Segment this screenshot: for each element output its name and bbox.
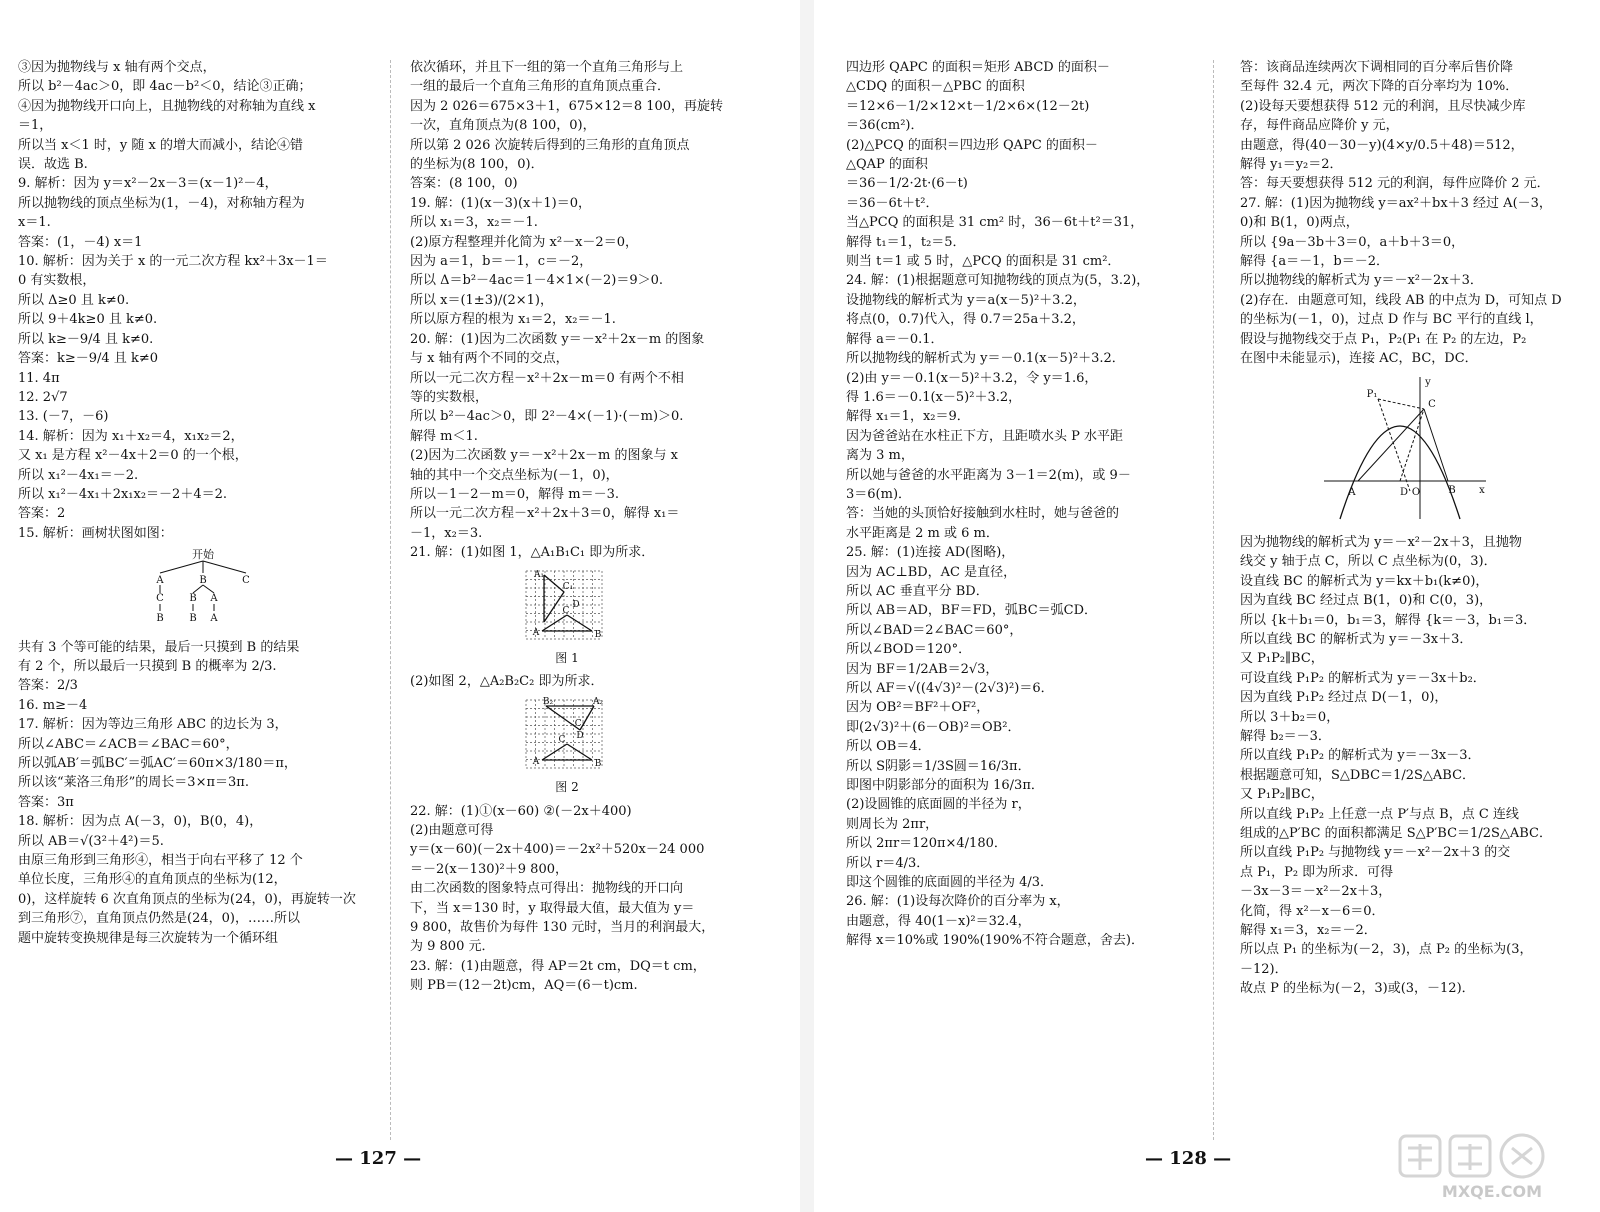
text-line: ③因为抛物线与 x 轴有两个交点，: [18, 60, 216, 75]
text-line: ④因为抛物线开口向上，且抛物线的对称轴为直线 x: [18, 98, 316, 114]
text-line: 所以 AB＝√(3²＋4²)＝5.: [18, 833, 164, 849]
text-line: 当△PCQ 的面积是 31 cm² 时，36－6t＋t²＝31，: [846, 215, 1144, 231]
text-line: 所以一元二次方程－x²＋2x＋3＝0，解得 x₁＝: [410, 506, 680, 522]
page-gutter: [800, 0, 814, 1212]
text-line: 答案：3π: [18, 794, 74, 810]
text-line: 所以 3＋b₂＝0，: [1240, 709, 1340, 725]
text-line: 线交 y 轴于点 C，所以 C 点坐标为(0，3)．: [1240, 554, 1497, 570]
text-line: 将点(0，0.7)代入，得 0.7＝25a＋3.2，: [846, 312, 1085, 328]
text-line: 的坐标为(－1，0)，过点 D 作与 BC 平行的直线 l，: [1240, 312, 1543, 328]
tree-node: A: [210, 613, 218, 625]
text-line: 15. 解析：画树状图如图：: [18, 525, 173, 541]
text-line: (2)△PCQ 的面积＝四边形 QAPC 的面积－: [846, 137, 1098, 153]
text-line: 下，当 x＝130 时，y 取得最大值，最大值为 y＝: [410, 900, 695, 916]
text-line: 的坐标为(8 100，0)．: [410, 157, 544, 173]
text-line: (2)原方程整理并化简为 x²－x－2＝0，: [410, 234, 638, 250]
text-line: 因为 BF＝1/2AB＝2√3，: [846, 661, 999, 677]
answer-column-4: [1240, 58, 1580, 999]
text-line: (2)如图 2，△A₂B₂C₂ 即为所求．: [410, 674, 604, 690]
text-line: 四边形 QAPC 的面积＝矩形 ABCD 的面积－: [846, 60, 1110, 75]
text-line: 所以 Δ＝b²－4ac＝1－4×1×(－2)＝9＞0.: [410, 273, 664, 289]
text-line: 至每件 32.4 元，两次下降的百分率均为 10%．: [1240, 79, 1519, 95]
text-line: 由题意，得 40(1－x)²＝32.4，: [846, 913, 1031, 929]
text-line: 为 9 800 元．: [410, 939, 495, 955]
text-line: 有 2 个，所以最后一只摸到 B 的概率为 2/3.: [18, 658, 277, 674]
text-line: 所以 x₁²－4x₁＋2x₁x₂＝－2＋4＝2.: [18, 486, 228, 502]
column-divider: [1213, 60, 1214, 1140]
text-line: 所以 AB＝AD，BF＝FD，弧BC＝弧CD．: [846, 603, 1098, 619]
text-line: 组成的△P′BC 的面积都满足 S△P′BC＝1/2S△ABC．: [1240, 826, 1553, 841]
grid1-caption: 图 1: [555, 650, 579, 665]
text-line: 所以 b²－4ac＞0，即 4ac－b²＜0，结论③正确；: [18, 79, 312, 95]
text-line: 解得 a＝－0.1．: [846, 331, 944, 347]
text-line: 一组的最后一个直角三角形的直角顶点重合．: [410, 79, 671, 95]
text-line: 解得 x₁＝3，x₂＝－2．: [1240, 923, 1377, 939]
text-line: 因为 OB²＝BF²＋OF²，: [846, 700, 990, 716]
text-line: 因为 a＝1，b＝－1，c＝－2，: [410, 254, 593, 270]
figure-line: [567, 615, 592, 631]
text-line: 答案：2: [18, 506, 66, 522]
text-line: 所以 {k＋b₁＝0，b₁＝3，解得 {k＝－3，b₁＝3．: [1240, 612, 1537, 628]
text-line: 由题意，得(40－30－y)(4×y/0.5＋48)＝512，: [1240, 137, 1524, 153]
text-line: 所以抛物线的顶点坐标为(1，－4)，对称轴方程为: [18, 195, 305, 211]
text-line: 9 800，故售价为每件 130 元时，当月的利润最大，: [410, 920, 715, 936]
text-line: 答案：2/3: [18, 678, 78, 694]
text-line: 假设与抛物线交于点 P₁，P₂(P₁ 在 P₂ 的左边，P₂: [1240, 331, 1527, 347]
text-line: 因为直线 BC 经过点 B(1，0)和 C(0，3)，: [1240, 593, 1493, 609]
text-line: 23. 解：(1)由题意，得 AP＝2t cm，DQ＝t cm，: [410, 958, 706, 974]
grid-label: C₁: [562, 581, 574, 592]
grid-label: C: [562, 605, 570, 616]
text-line: (2)由 y＝－0.1(x－5)²＋3.2，令 y＝1.6，: [846, 370, 1098, 386]
grid-label: A: [532, 627, 540, 638]
text-line: 所以∠BOD＝120°．: [846, 642, 972, 658]
grid2-figure: [410, 696, 612, 798]
tree-node: B: [189, 613, 197, 625]
text-line: 解得 m＜1.: [410, 428, 478, 444]
grid-label: B: [594, 758, 602, 769]
grid2-caption: 图 2: [555, 780, 579, 795]
text-line: 答：该商品连续两次下调相同的百分率后售价降: [1240, 60, 1514, 75]
parabola-figure: [1240, 373, 1580, 529]
answer-column-2: [410, 58, 778, 996]
text-line: 又 P₁P₂∥BC，: [1240, 651, 1324, 667]
text-line: －12)．: [1240, 961, 1288, 977]
parabola-label: C: [1428, 398, 1436, 410]
text-line: ＝12×6－1/2×12×t－1/2×6×(12－2t): [846, 98, 1090, 114]
text-line: ＝36(cm²)．: [846, 118, 924, 134]
tree-node: B: [189, 593, 197, 605]
watermark-text: MXQE.COM: [1441, 1182, 1543, 1201]
text-line: －1，x₂＝3.: [410, 525, 483, 541]
text-line: (2)存在．由题意可知，线段 AB 的中点为 D，可知点 D: [1240, 292, 1562, 308]
text-line: 所以直线 P₁P₂ 上任意一点 P′与点 B，点 C 连线: [1240, 806, 1519, 822]
text-line: 21. 解：(1)如图 1，△A₁B₁C₁ 即为所求．: [410, 545, 655, 561]
text-line: 17. 解析：因为等边三角形 ABC 的边长为 3，: [18, 717, 288, 733]
text-line: 所以 x₁²－4x₁＝－2.: [18, 467, 139, 483]
tree-node: A: [156, 575, 164, 587]
figure-line: [1378, 399, 1424, 409]
text-line: 0 有实数根，: [18, 273, 96, 289]
text-line: 化简，得 x²－x－6＝0．: [1240, 903, 1385, 919]
text-line: 答案：(8 100，0): [410, 176, 518, 192]
answer-column-1: [18, 58, 370, 948]
text-line: 则当 t＝1 或 5 时，△PCQ 的面积是 31 cm²．: [846, 254, 1121, 270]
text-line: 所以直线 P₁P₂ 的解析式为 y＝－3x－3．: [1240, 748, 1481, 764]
text-line: 水平距离是 2 m 或 6 m．: [846, 525, 999, 541]
text-line: 答：每天要想获得 512 元的利润，每件应降价 2 元．: [1240, 176, 1550, 192]
text-line: 所以直线 P₁P₂ 与抛物线 y＝－x²－2x＋3 的交: [1240, 845, 1511, 861]
text-line: 所以∠ABC＝∠ACB＝∠BAC＝60°，: [18, 736, 239, 752]
text-line: 3＝6(m)．: [846, 486, 912, 502]
text-line: 所以 Δ≥0 且 k≠0.: [18, 292, 130, 308]
text-line: 所以一元二次方程－x²＋2x－m＝0 有两个不相: [410, 370, 684, 386]
text-line: (2)因为二次函数 y＝－x²＋2x－m 的图象与 x: [410, 448, 678, 464]
text-line: 解得 {a＝－1，b＝－2．: [1240, 254, 1390, 270]
tree-node: B: [199, 575, 207, 587]
text-line: 13. (－7，－6): [18, 409, 109, 425]
text-line: 一次，直角顶点为(8 100，0)，: [410, 118, 596, 134]
text-line: ＝－2(x－130)²＋9 800，: [410, 861, 568, 877]
watermark-graphic: [1392, 1130, 1592, 1186]
text-line: 因为爸爸站在水柱正下方，且距喷水头 P 水平距: [846, 428, 1124, 444]
text-line: △CDQ 的面积－△PBC 的面积: [846, 79, 1025, 95]
parabola-label: x: [1479, 484, 1485, 496]
parabola-label: A: [1348, 486, 1356, 498]
text-line: 所以 r＝4/3．: [846, 855, 930, 871]
text-line: 18. 解析：因为点 A(－3，0)，B(0，4)，: [18, 814, 263, 830]
text-line: 根据题意可知，S△DBC＝1/2S△ABC．: [1240, 767, 1476, 783]
text-line: 可设直线 P₁P₂ 的解析式为 y＝－3x＋b₂．: [1240, 670, 1486, 686]
text-line: 所以 AC 垂直平分 BD．: [846, 583, 989, 599]
parabola-label: B: [1448, 484, 1456, 496]
text-line: ＝1，: [18, 118, 53, 134]
text-line: 单位长度，三角形④的直角顶点的坐标为(12，: [18, 872, 287, 888]
text-line: 所以 2πr＝120π×4/180．: [846, 836, 1007, 852]
text-line: 所以抛物线的解析式为 y＝－0.1(x－5)²＋3.2．: [846, 351, 1125, 367]
tree-node: B: [156, 613, 164, 625]
text-line: 故点 P 的坐标为(－2，3)或(3，－12)．: [1240, 981, 1475, 997]
figure-line: [203, 585, 214, 593]
figure-line: [544, 575, 564, 592]
text-line: 所以她与爸爸的水平距离为 3－1＝2(m)，或 9－: [846, 467, 1131, 483]
text-line: 24. 解：(1)根据题意可知抛物线的顶点为(5，3.2)，: [846, 273, 1150, 289]
tree-node: C: [156, 593, 164, 605]
grid-label: A: [532, 756, 540, 767]
text-line: 误．故选 B.: [18, 157, 88, 173]
text-line: 所以 AF＝√((4√3)²－(2√3)²)＝6．: [846, 681, 1054, 696]
text-line: 由二次函数的图象特点可得出：抛物线的开口向: [410, 881, 684, 897]
parabola-label: O: [1411, 486, 1421, 498]
page-number-right: — 128 —: [1145, 1148, 1232, 1169]
text-line: 解得 t₁＝1，t₂＝5．: [846, 234, 966, 250]
text-line: 在图中未能显示)，连接 AC，BC，DC．: [1240, 351, 1478, 367]
text-line: 所以－1－2－m＝0，解得 m＝－3.: [410, 486, 620, 502]
text-line: 9. 解析：因为 y＝x²－2x－3＝(x－1)²－4，: [18, 176, 278, 192]
grid-label: A₂: [592, 696, 604, 707]
grid-label: B₂: [542, 696, 554, 707]
text-line: x＝1.: [18, 215, 51, 231]
grid-label: D: [572, 599, 580, 610]
text-line: 即这个圆锥的底面圆的半径为 4/3．: [846, 875, 1054, 891]
text-line: 所以 {9a－3b＋3＝0，a＋b＋3＝0，: [1240, 234, 1465, 250]
text-line: 答案：k≥－9/4 且 k≠0: [18, 351, 158, 367]
text-line: y＝(x－60)(－2x＋400)＝－2x²＋520x－24 000: [410, 842, 705, 858]
text-line: 等的实数根，: [410, 389, 489, 405]
text-line: 又 x₁ 是方程 x²－4x＋2＝0 的一个根，: [18, 448, 248, 464]
text-line: 所以直线 BC 的解析式为 y＝－3x＋3．: [1240, 631, 1473, 647]
text-line: ＝36－6t＋t²．: [846, 195, 939, 211]
text-line: 因为 2 026＝675×3＋1，675×12＝8 100，再旋转: [410, 98, 724, 114]
tree-node: C: [242, 575, 250, 587]
text-line: 所以 b²－4ac＞0，即 2²－4×(－1)·(－m)＞0.: [410, 409, 684, 425]
text-line: 所以弧AB′＝弧BC′＝弧AC′＝60π×3/180＝π，: [18, 756, 297, 771]
parabola-label: y: [1425, 376, 1431, 388]
text-line: 即图中阴影部分的面积为 16/3π．: [846, 778, 1044, 794]
text-line: 则 PB＝(12－2t)cm，AQ＝(6－t)cm.: [410, 978, 638, 994]
text-line: 所以 k≥－9/4 且 k≠0.: [18, 331, 154, 347]
text-line: 解得 y₁＝y₂＝2．: [1240, 157, 1343, 173]
column-divider: [390, 60, 391, 1140]
text-line: 所以该“莱洛三角形”的周长＝3×π＝3π.: [18, 775, 249, 791]
text-line: 12. 2√7: [18, 389, 68, 405]
text-line: 到三角形⑦，直角顶点仍然是(24，0)，……所以: [18, 911, 300, 927]
tree-node: A: [210, 593, 218, 605]
text-line: 因为抛物线的解析式为 y＝－x²－2x＋3，且抛物: [1240, 534, 1522, 550]
text-line: 所以原方程的根为 x₁＝2，x₂＝－1.: [410, 312, 616, 328]
text-line: 0)和 B(1，0)两点，: [1240, 215, 1359, 231]
text-line: 又 P₁P₂∥BC，: [1240, 787, 1324, 803]
text-line: 得 1.6＝－0.1(x－5)²＋3.2，: [846, 389, 1022, 405]
text-line: 因为 AC⊥BD，AC 是直径，: [846, 564, 1017, 580]
text-line: 0)，这样旋转 6 次直角顶点的坐标为(24，0)，再旋转一次: [18, 891, 356, 907]
grid-label: C: [558, 734, 566, 745]
text-line: 答案：(1，－4) x＝1: [18, 234, 143, 250]
figure-line: [1378, 399, 1410, 491]
text-line: 共有 3 个等可能的结果，最后一只摸到 B 的结果: [18, 639, 300, 655]
text-line: 所以 S阴影＝1/3S圆＝16/3π．: [846, 758, 1031, 774]
text-line: 离为 3 m，: [846, 448, 914, 464]
figure-line: [203, 561, 246, 573]
text-line: 所以 OB＝4．: [846, 739, 931, 755]
text-line: 解得 b₂＝－3．: [1240, 728, 1331, 744]
text-line: 所以∠BAD＝2∠BAC＝60°，: [846, 622, 1023, 638]
grid-label: D: [576, 730, 584, 741]
text-line: 10. 解析：因为关于 x 的一元二次方程 kx²＋3x－1＝: [18, 254, 328, 270]
text-line: 26. 解：(1)设每次降价的百分率为 x，: [846, 894, 1070, 910]
text-line: 依次循环，并且下一组的第一个直角三角形与上: [410, 60, 684, 75]
text-line: (2)由题意可得: [410, 823, 494, 838]
figure-line: [193, 585, 203, 593]
grid1-figure: [410, 567, 612, 669]
text-line: 解得 x＝10%或 190%(190%不符合题意，舍去)．: [846, 933, 1144, 949]
answer-column-3: [846, 58, 1208, 951]
page-number-left: — 127 —: [335, 1148, 422, 1169]
text-line: 14. 解析：因为 x₁＋x₂＝4，x₁x₂＝2，: [18, 428, 244, 444]
text-line: 与 x 轴有两个不同的交点，: [410, 351, 569, 367]
text-line: 题中旋转变换规律是每三次旋转为一个循环组: [18, 930, 279, 946]
text-line: 即(2√3)²＋(6－OB)²＝OB²．: [846, 719, 1021, 735]
watermark-logo: [1392, 1130, 1592, 1200]
text-line: 22. 解：(1)①(x－60) ②(－2x＋400): [410, 803, 632, 819]
text-line: 所以抛物线的解析式为 y＝－x²－2x＋3．: [1240, 273, 1483, 289]
grid-label: C₂: [574, 718, 586, 729]
text-line: (2)设每天要想获得 512 元的利润，且尽快减少库: [1240, 98, 1526, 114]
tree-root: 开始: [192, 548, 214, 562]
text-line: 轴的其中一个交点坐标为(－1，0)，: [410, 467, 619, 483]
text-line: 解得 x₁＝1，x₂＝9．: [846, 409, 970, 425]
text-line: 设抛物线的解析式为 y＝a(x－5)²＋3.2，: [846, 292, 1086, 308]
text-line: 所以第 2 026 次旋转后得到的三角形的直角顶点: [410, 137, 690, 153]
text-line: 所以当 x＜1 时，y 随 x 的增大而减小，结论④错: [18, 137, 303, 153]
text-line: △QAP 的面积: [846, 157, 928, 173]
text-line: 所以 9＋4k≥0 且 k≠0.: [18, 312, 158, 328]
text-line: (2)设圆锥的底面圆的半径为 r，: [846, 797, 1031, 813]
text-line: 20. 解：(1)因为二次函数 y＝－x²＋2x－m 的图象: [410, 331, 705, 347]
text-line: 答：当她的头顶恰好接触到水柱时，她与爸爸的: [846, 506, 1120, 522]
figure-line: [160, 561, 203, 573]
text-line: 因为直线 P₁P₂ 经过点 D(－1，0)，: [1240, 690, 1448, 706]
text-line: 点 P₁，P₂ 即为所求．可得: [1240, 864, 1394, 880]
text-line: 19. 解：(1)(x－3)(x＋1)＝0，: [410, 195, 591, 211]
text-line: 25. 解：(1)连接 AD(图略)，: [846, 545, 1015, 561]
text-line: 则周长为 2πr，: [846, 816, 939, 832]
figure-line: [567, 744, 592, 760]
tree-diagram: [18, 547, 370, 633]
grid-label: B: [594, 629, 602, 640]
grid-label: A₁: [533, 569, 545, 580]
text-line: ＝36－1/2·2t·(6－t): [846, 176, 968, 192]
text-line: 由原三角形到三角形④，相当于向右平移了 12 个: [18, 853, 303, 869]
parabola-label: P₁: [1366, 388, 1378, 400]
parabola-label: D: [1399, 486, 1409, 498]
text-line: 设直线 BC 的解析式为 y＝kx＋b₁(k≠0)，: [1240, 573, 1489, 589]
text-line: －3x－3＝－x²－2x＋3，: [1240, 884, 1392, 900]
parabola-curve: [1340, 426, 1460, 519]
text-line: 所以点 P₁ 的坐标为(－2，3)，点 P₂ 的坐标为(3，: [1240, 942, 1533, 958]
text-line: 所以 x₁＝3，x₂＝－1.: [410, 215, 538, 231]
text-line: 27. 解：(1)因为抛物线 y＝ax²＋bx＋3 经过 A(－3，: [1240, 195, 1552, 211]
text-line: 所以 x＝(1±3)/(2×1)，: [410, 292, 554, 308]
text-line: 11. 4π: [18, 370, 60, 386]
figure-line: [1358, 409, 1424, 481]
text-line: 存，每件商品应降价 y 元，: [1240, 118, 1399, 134]
text-line: 16. m≥－4: [18, 697, 88, 713]
